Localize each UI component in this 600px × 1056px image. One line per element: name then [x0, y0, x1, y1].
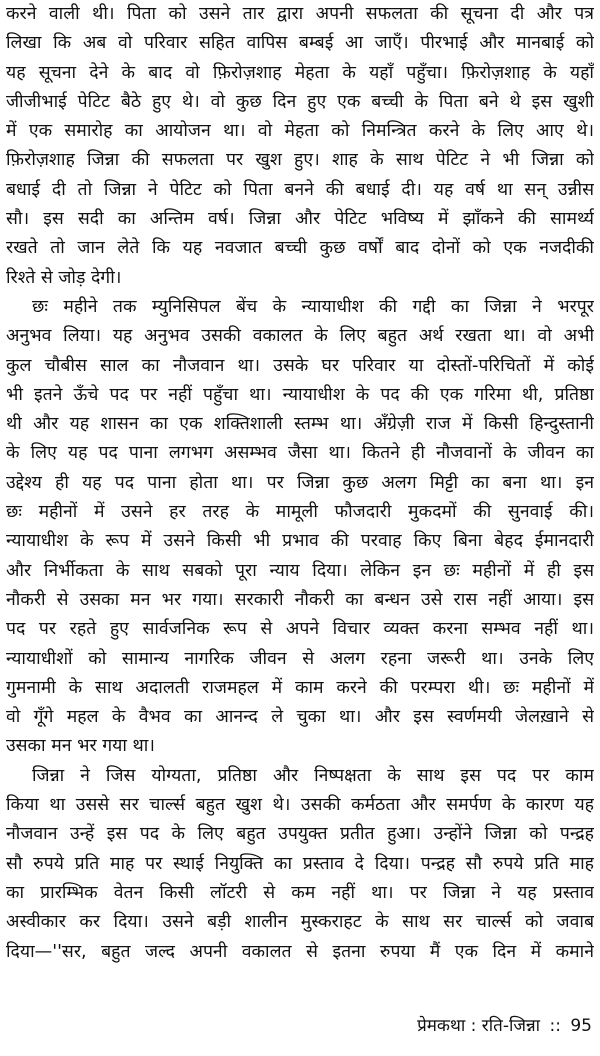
text-line: सौ। इस सदी का अन्तिम वर्ष। जिन्ना और पेटिट भविष्य में झाँकने की सामर्थ्य — [6, 209, 594, 230]
text-line: दिया—''सर, बहुत जल्द अपनी वकालत से इतना रुपया मैं एक दिन में कमाने — [6, 941, 594, 962]
text-line: अनुभव लिया। यह अनुभव उसकी वकालत के लिए बहुत अर्थ रखता था। वो अभी — [6, 326, 594, 347]
page-number: 95 — [570, 1016, 592, 1036]
text-line: नौजवान उन्हें इस पद के लिए बहुत उपयुक्त प्रतीत हुआ। उन्होंने जिन्ना को पन्द्रह — [6, 824, 594, 845]
text-line: लिखा कि अब वो परिवार सहित वापिस बम्बई आ जाएँ। पीरभाई और मानबाई को — [6, 33, 594, 54]
text-line: का प्रारम्भिक वेतन किसी लॉटरी से कम नहीं था। पर जिन्ना ने यह प्रस्ताव — [6, 882, 594, 903]
text-line: करने वाली थी। पिता को उसने तार द्वारा अपनी सफलता की सूचना दी और पत्र — [6, 4, 594, 24]
text-line: और निर्भीकता के साथ सबको पूरा न्याय दिया। लेकिन इन छः महीनों में ही इस — [6, 560, 594, 581]
text-line: किया था उससे सर चार्ल्स बहुत खुश थे। उसकी कर्मठता और समर्पण के कारण यह — [6, 795, 594, 816]
text-line: छः महीनों में उसने हर तरह के मामूली फौजदारी मुकदमों की सुनवाई की। — [6, 502, 594, 523]
text-line: उद्देश्य ही यह पद पाना होता था। पर जिन्ना कुछ अलग मिट्टी का बना था। इन — [6, 472, 594, 493]
text-line: फ़िरोज़शाह जिन्ना की सफलता पर खुश हुए। शाह के साथ पेटिट ने भी जिन्ना को — [6, 150, 594, 171]
text-line: में एक समारोह का आयोजन था। वो मेहता को निमन्त्रित करने के लिए आए थे। — [6, 121, 594, 142]
text-line: जीजीभाई पेटिट बैठे हुए थे। वो कुछ दिन हुए एक बच्ची के पिता बने थे इस खुशी — [6, 91, 594, 112]
text-line: के लिए यह पद पाना लगभग असम्भव जैसा था। कितने ही नौजवानों के जीवन का — [6, 443, 594, 464]
paragraph — [6, 293, 594, 762]
text-line: नौकरी से उसका मन भर गया। सरकारी नौकरी का बन्धन उसे रास नहीं आया। इस — [6, 589, 594, 610]
text-line: रखते तो जान लेते कि यह नवजात बच्ची कुछ वर्षों बाद दोनों को एक नजदीकी — [6, 238, 594, 259]
text-line: न्यायाधीशों को सामान्य नागरिक जीवन से अलग रहना जरूरी था। उनके लिए — [6, 648, 594, 669]
text-line: छः महीने तक म्युनिसिपल बेंच के न्यायाधीश की गद्दी का जिन्ना ने भरपूर — [32, 296, 594, 317]
text-line: जिन्ना ने जिस योग्यता, प्रतिष्ठा और निष्पक्षता के साथ इस पद पर काम — [32, 765, 594, 786]
body-text — [6, 0, 594, 967]
text-line: अस्वीकार कर दिया। उसने बड़ी शालीन मुस्कराहट के साथ सर चार्ल्स को जवाब — [6, 912, 594, 933]
paragraph — [6, 0, 594, 293]
text-line: वो गूँगे महल के वैभव का आनन्द ले चुका था। और इस स्वर्णमयी जेलख़ाने से — [6, 707, 594, 728]
text-line: सौ रुपये प्रति माह पर स्थाई नियुक्ति का प्रस्ताव दे दिया। पन्द्रह सौ रुपये प्रति माह — [6, 853, 594, 874]
text-line: न्यायाधीश के रूप में उसने किसी भी प्रभाव की परवाह किए बिना बेहद ईमानदारी — [6, 531, 594, 552]
text-line: बधाई दी तो जिन्ना ने पेटिट को पिता बनने की बधाई दी। यह वर्ष था सन् उन्नीस — [6, 179, 594, 200]
running-title: प्रेमकथा : रति-जिन्ना — [417, 1016, 541, 1036]
text-line: रिश्ते से जोड़ देगी। — [6, 267, 122, 288]
page-footer — [417, 1014, 592, 1038]
text-line: यह सूचना देने के बाद वो फ़िरोज़शाह मेहता के यहाँ पहुँचा। फ़िरोज़शाह के यहाँ — [6, 62, 594, 83]
paragraph — [6, 762, 594, 967]
text-line: उसका मन भर गया था। — [6, 736, 155, 757]
text-line: भी इतने ऊँचे पद पर नहीं पहुँचा था। न्यायाधीश के पद की एक गरिमा थी, प्रतिष्ठा — [6, 384, 594, 405]
text-line: पद पर रहते हुए सार्वजनिक रूप से अपने विचार व्यक्त करना सम्भव नहीं था। — [6, 619, 594, 640]
footer-separator: :: — [549, 1016, 561, 1036]
text-line: थी और यह शासन का एक शक्तिशाली स्तम्भ था। अँग्रेज़ी राज में किसी हिन्दुस्तानी — [6, 414, 594, 435]
text-line: कुल चौबीस साल का नौजवान था। उसके घर परिवार या दोस्तों-परिचितों में कोई — [6, 355, 594, 376]
text-line: गुमनामी के साथ अदालती राजमहल में काम करने की परम्परा थी। छः महीनों में — [6, 677, 594, 698]
